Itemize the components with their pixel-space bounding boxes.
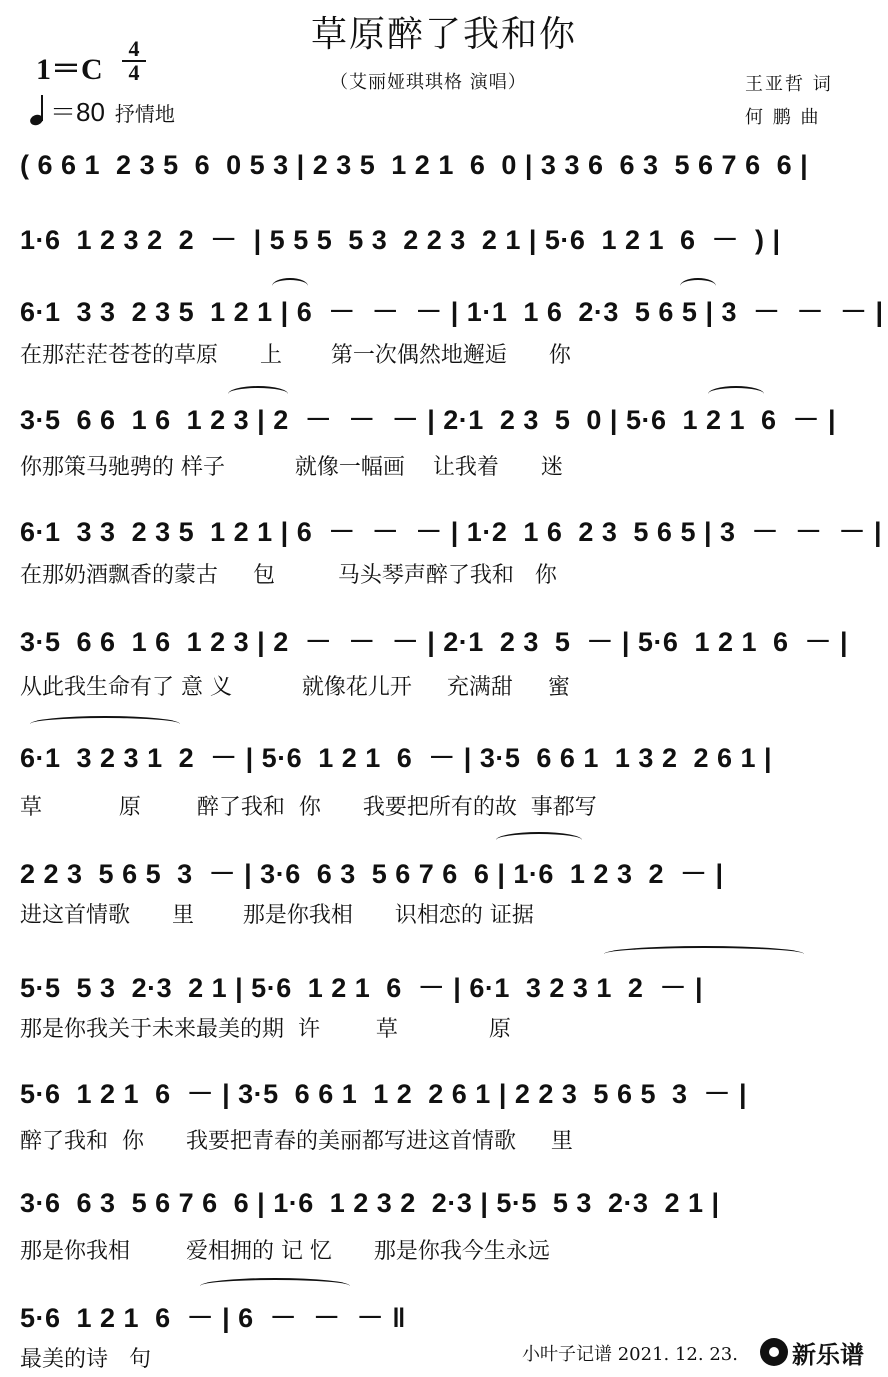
tempo-marking — [30, 92, 175, 129]
score-line-4 — [20, 398, 868, 438]
slur-mark — [604, 946, 804, 962]
slur-mark — [200, 1278, 350, 1294]
notes: 5·6 1 2 1 6 － | 3·5 6 6 1 1 2 2 6 1 | 2 2 3 5 6 5 3 － | — [20, 1079, 748, 1109]
quarter-note-icon — [30, 95, 46, 125]
lyric-line-4: 你那策马驰骋的 样子 就像一幅画 让我着 迷 — [20, 455, 563, 480]
score-line-1 — [20, 150, 868, 190]
score-line-10 — [20, 1072, 868, 1112]
score-line-8 — [20, 852, 868, 892]
lyric-line-9: 那是你我关于未来最美的期 许 草 原 — [20, 1017, 511, 1042]
score-line-11 — [20, 1188, 868, 1228]
score-line-6 — [20, 620, 868, 660]
slur-mark — [272, 278, 308, 294]
notes: 1·6 1 2 3 2 2 － | 5 5 5 5 3 2 2 3 2 1 | 5·6 1 2 1 6 － ) | — [20, 225, 781, 255]
tempo-value: ＝80 — [50, 97, 105, 127]
notes: 3·6 6 3 5 6 7 6 6 | 1·6 1 2 3 2 2·3 | 5·5 5 3 2·3 2 1 | — [20, 1188, 720, 1218]
slur-mark — [496, 832, 582, 848]
vinyl-record-icon — [760, 1338, 788, 1366]
slur-mark — [30, 716, 180, 732]
lyric-line-11: 那是你我相 爱相拥的 记 忆 那是你我今生永远 — [20, 1239, 550, 1264]
score-line-2 — [20, 218, 868, 258]
time-denominator: 4 — [128, 60, 140, 85]
transcriber-note: 小叶子记谱 2021. 12. 23. — [522, 1344, 738, 1365]
score-line-3 — [20, 290, 884, 330]
score-line-12 — [20, 1296, 868, 1336]
score-line-9 — [20, 966, 868, 1006]
score-line-5 — [20, 510, 883, 550]
notes: 6·1 3 2 3 1 2 － | 5·6 1 2 1 6 － | 3·5 6 6 1 1 3 2 2 6 1 | — [20, 743, 773, 773]
notes: 5·5 5 3 2·3 2 1 | 5·6 1 2 1 6 － | 6·1 3 2 3 1 2 － | — [20, 973, 704, 1003]
site-brand — [760, 1336, 864, 1368]
lyric-line-12: 最美的诗 句 — [20, 1347, 151, 1372]
slur-mark — [680, 278, 716, 294]
lyric-line-8: 进这首情歌 里 那是你我相 识相恋的 证据 — [20, 903, 534, 928]
slur-mark — [228, 386, 288, 402]
notes: ( 6 6 1 2 3 5 6 0 5 3 | 2 3 5 1 2 1 6 0 | 3 3 6 6 3 5 6 7 6 6 | — [20, 150, 809, 180]
slur-mark — [708, 386, 764, 402]
score-line-7 — [20, 736, 868, 776]
lyric-line-3: 在那茫茫苍苍的草原 上 第一次偶然地邂逅 你 — [20, 343, 571, 368]
notes: 3·5 6 6 1 6 1 2 3 | 2 － － － | 2·1 2 3 5 － | 5·6 1 2 1 6 － | — [20, 627, 849, 657]
time-signature — [122, 38, 146, 84]
key-signature: 1＝C — [36, 53, 103, 86]
notes: 6·1 3 3 2 3 5 1 2 1 | 6 － － － | 1·1 1 6 2·3 5 6 5 | 3 － － － | — [20, 297, 884, 327]
performer-credit: （艾丽娅琪琪格 演唱） — [330, 72, 527, 93]
composer-credit: 何 鹏 曲 — [745, 107, 821, 128]
lyric-line-5: 在那奶酒飘香的蒙古 包 马头琴声醉了我和 你 — [20, 563, 557, 588]
song-title: 草原醉了我和你 — [310, 14, 577, 55]
time-numerator: 4 — [122, 38, 146, 62]
lyricist-credit: 王亚哲 词 — [745, 74, 833, 95]
notes: 5·6 1 2 1 6 － | 6 － － － ‖ — [20, 1303, 407, 1333]
notes: 6·1 3 3 2 3 5 1 2 1 | 6 － － － | 1·2 1 6 2 3 5 6 5 | 3 － － － | — [20, 517, 883, 547]
lyric-line-10: 醉了我和 你 我要把青春的美丽都写进这首情歌 里 — [20, 1129, 573, 1154]
expression-marking: 抒情地 — [114, 102, 175, 126]
lyric-line-7: 草 原 醉了我和 你 我要把所有的故 事都写 — [20, 795, 597, 820]
brand-name: 新乐谱 — [792, 1340, 864, 1369]
notes: 2 2 3 5 6 5 3 － | 3·6 6 3 5 6 7 6 6 | 1·6 1 2 3 2 － | — [20, 859, 724, 889]
notes: 3·5 6 6 1 6 1 2 3 | 2 － － － | 2·1 2 3 5 0 | 5·6 1 2 1 6 － | — [20, 405, 837, 435]
lyric-line-6: 从此我生命有了 意 义 就像花儿开 充满甜 蜜 — [20, 675, 570, 700]
